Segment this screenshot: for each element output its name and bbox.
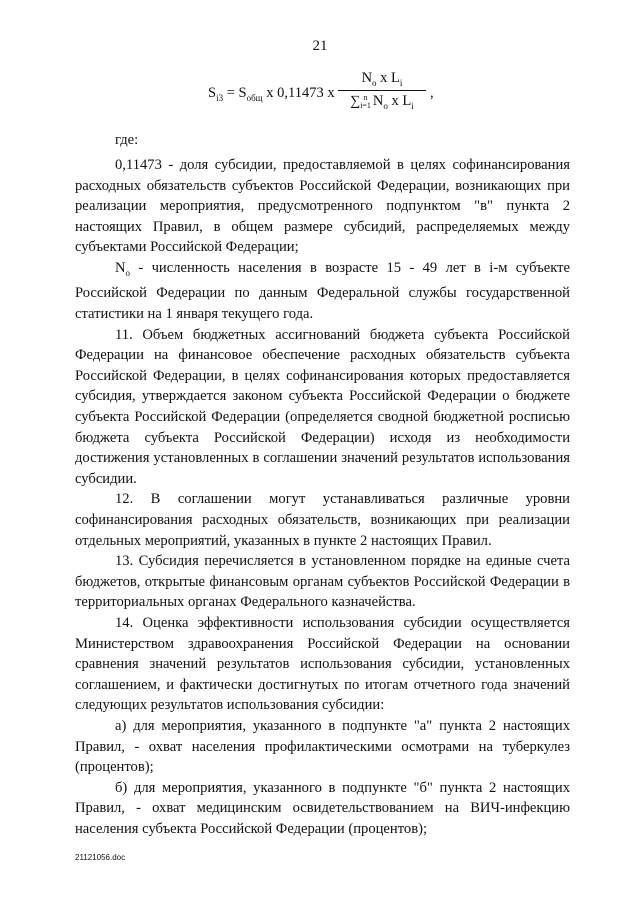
page-number: 21 <box>312 38 328 54</box>
formula-fraction <box>338 70 426 111</box>
formula-comma: , <box>430 85 434 101</box>
population-symbol-subscript: o <box>125 267 131 278</box>
paragraph-14: 14. Оценка эффективности использования субсидии осуществляется Министерством здравоохранения Российской Федерации на основании сравнения значений результатов использования субсидии, установленных соглашением, и фактически достигнутых по итогам отчетного года значений следующих результатов использования субсидии: <box>75 614 570 714</box>
where-label: где: <box>115 132 139 148</box>
file-name: 21121056.doc <box>75 853 126 862</box>
paragraph-coefficient: 0,11473 - доля субсидии, предоставляемой в целях софинансирования расходных обязательств субъектов Российской Федерации, возникающих при реализации мероприятия, предусмотренного подпунктом "в" пункта 2 настоящих Правил, в общем размере субсидий, распределяемых между субъектами Российской Федерации; <box>75 157 570 256</box>
formula-lhs: $S_{i3} = S_{общ}$ x 0,11473 x <box>208 85 335 103</box>
paragraph-14b: б) для мероприятия, указанного в подпункте "б" пункта 2 настоящих Правил, - охват медицинским освидетельствованием на ВИЧ-инфекцию населения субъекта Российской Федерации (процентов); <box>75 779 570 837</box>
paragraph-11: 11. Объем бюджетных ассигнований бюджета субъекта Российской Федерации на финансовое обеспечение расходных обязательств субъекта Российской Федерации, в целях софинансирования которых предоставляется субсидия, утверждается законом субъекта Российской Федерации о бюджете субъекта Российской Федерации (определяется сводной бюджетной росписью бюджета субъекта Российской Федерации) исходя из необходимости достижения установленных в соглашении значений результатов использования субсидии. <box>75 326 570 487</box>
formula-numerator: $N_o$ x $L_i$ <box>361 70 403 88</box>
paragraph-12: 12. В соглашении могут устанавливаться различные уровни софинансирования расходных обязательств, возникающих при реализации отдельных мероприятий, указанных в пункте 2 настоящих Правил. <box>75 491 570 549</box>
paragraph-14a: а) для мероприятия, указанного в подпункте "а" пункта 2 настоящих Правил, - охват населения профилактическими осмотрами на туберкулез (процентов); <box>75 717 570 776</box>
paragraph-population: $N_o$ - численность населения в возрасте 15 - 49 лет в i-м субъекте Российской Федерации по данным Федеральной службы государственной статистики на 1 января текущего года. <box>75 259 570 323</box>
paragraph-13: 13. Субсидия перечисляется в установленном порядке на единые счета бюджетов, открытые финансовым органам субъектов Российской Федерации в территориальных органах Федерального казначейства. <box>75 553 570 611</box>
formula-denominator: ∑ n i=1 $N_o$ x $L_i$ <box>350 92 414 111</box>
formula <box>208 70 448 124</box>
document-body <box>75 155 570 840</box>
